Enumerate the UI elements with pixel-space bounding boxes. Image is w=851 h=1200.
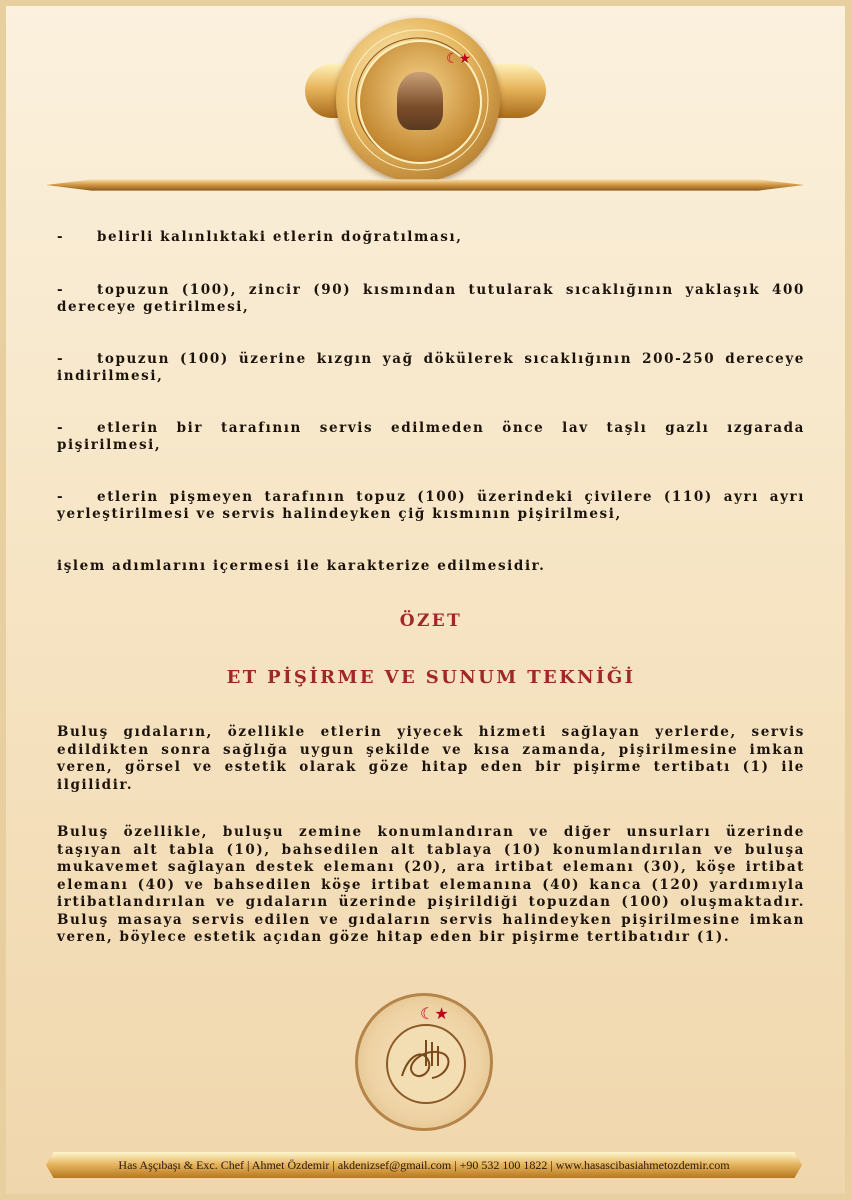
header-divider [46,178,804,192]
bullet-4 [57,420,805,455]
crescent-star-icon: ☾★ [446,51,472,67]
bullet-text: etlerin bir tarafının servis edilmeden önce lav taşlı gazlı ızgarada pişirilmesi, [57,419,805,453]
document-body [57,226,805,947]
seal-crescent-icon: ☾★ [420,1004,449,1023]
bullet-3 [57,351,805,386]
bullet-dash: - [57,281,65,298]
bullet-5 [57,489,805,524]
bullet-dash: - [57,488,65,505]
bullet-text: belirli kalınlıktaki etlerin doğratılması, [97,229,463,245]
bullet-dash: - [57,350,65,367]
document-title: ET PİŞİRME VE SUNUM TEKNİĞİ [226,667,636,688]
bullet-text: topuzun (100) üzerine kızgın yağ dökülerek sıcaklığının 200-250 dereceye indirilmesi, [57,350,805,384]
footer-contact: Has Aşçıbaşı & Exc. Chef | Ahmet Özdemir | akdenizsef@gmail.com | +90 532 100 1822 | www.hasascibasiahmetozdemir.com [118,1158,730,1172]
conclusion-text: işlem adımlarını içermesi ile karakterize edilmesidir. [57,557,546,574]
summary-paragraph-1: Buluş gıdaların, özellikle etlerin yiyecek hizmeti sağlayan yerlerde, servis edildikten sonra sağlığa uygun şekilde ve kısa zamanda, pişirilmesine imkan veren, görsel ve estetik olarak göze hitap eden bir pişirme tertibatı (1) ile ilgilidir. [57,724,805,793]
summary-paragraph-2: Buluş özellikle, buluşu zemine konumlandıran ve diğer unsurları üzerinde taşıyan alt tabla (10), bahsedilen alt tablaya (10) konumlandırılan ve buluşa mukavemet sağlayan destek elemanı (20), ara irtibat elemanı (30), köşe irtibat elemanı (40) ve bahsedilen köşe irtibat elemanına (40) kanca (120) yardımıyla irtibatlandırılan ve gıdaların üzerinde pişirildiği topuzdan (100) oluşmaktadır. Buluş masaya servis edilen ve gıdaların servis halindeyken pişirilmesine imkan veren, böylece estetik açıdan göze hitap eden bir pişirme tertibatıdır (1). [57,824,805,945]
bullet-text: topuzun (100), zincir (90) kısmından tutularak sıcaklığının yaklaşık 400 dereceye getirilmesi, [57,281,805,315]
tughra-seal [355,993,493,1131]
bullet-dash: - [57,229,65,245]
chef-portrait [397,72,443,130]
medallion-center [358,40,482,164]
bullet-dash: - [57,419,65,436]
summary-heading: ÖZET [399,611,463,631]
chef-medallion-logo [336,18,500,182]
bullet-1 [57,229,805,247]
seal-center [386,1024,466,1104]
tughra-icon [388,1026,464,1102]
bullet-2 [57,282,805,317]
header-emblem [0,0,851,200]
bullet-text: etlerin pişmeyen tarafının topuz (100) üzerindeki çivilere (110) ayrı ayrı yerleştirilmesi ve servis halindeyken çiğ kısmının pişirilmesi, [57,488,805,522]
